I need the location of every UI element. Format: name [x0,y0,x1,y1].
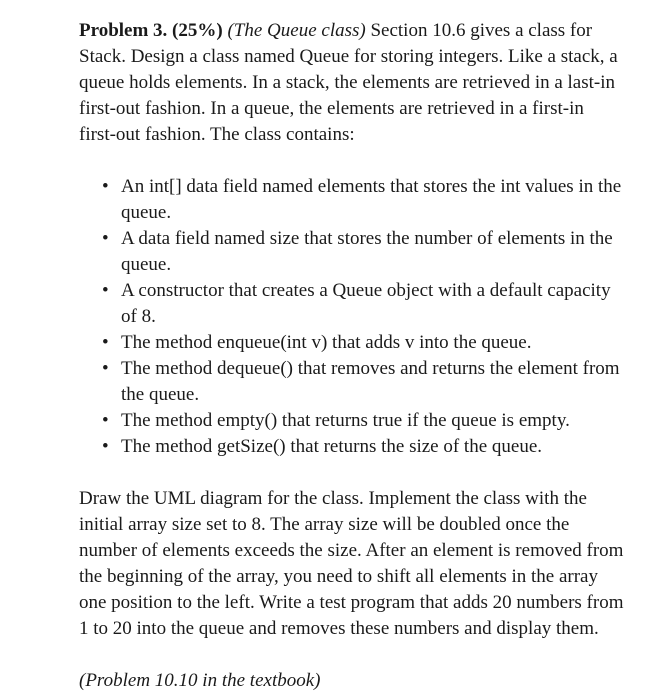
bullet-icon: • [102,176,109,197]
requirements-list [79,174,624,460]
requirement-item: • The method getSize() that returns the size of the queue. [79,434,624,460]
problem-intro-text: Section 10.6 gives a class for Stack. Design a class named Queue for storing integers. Like a stack, a queue holds elements. In a stack, the elements are retrieved in a last-in first-out fashion. In a queue, the elements are retrieved in a first-in first-out fashion. The class contains: [79,20,618,145]
bullet-icon: • [102,228,109,249]
problem-heading: Problem 3. (25%) [79,20,223,41]
requirement-item: • The method enqueue(int v) that adds v into the queue. [79,330,624,356]
bullet-icon: • [102,280,109,301]
bullet-icon: • [102,332,109,353]
problem-subtitle: (The Queue class) [227,20,366,41]
requirement-item: • The method empty() that returns true if the queue is empty. [79,408,624,434]
requirement-item: • The method dequeue() that removes and returns the element from the queue. [102,358,620,405]
problem-intro [79,18,624,148]
requirement-item: • A constructor that creates a Queue object with a default capacity of 8. [102,280,611,327]
bullet-icon: • [102,358,109,379]
bullet-icon: • [102,436,109,457]
requirement-item: • A data field named size that stores the number of elements in the queue. [102,228,613,275]
task-paragraph: Draw the UML diagram for the class. Implement the class with the initial array size set to 8. The array size will be doubled once the number of elements exceeds the size. After an element is removed from the beginning of the array, you need to shift all elements in the array one position to the left. Write a test program that adds 20 numbers from 1 to 20 into the queue and removes these numbers and display them. [79,488,624,639]
problem-document [79,18,624,694]
requirement-item: • An int[] data field named elements that stores the int values in the queue. [102,176,622,223]
textbook-reference: (Problem 10.10 in the textbook) [79,670,321,691]
bullet-icon: • [102,410,109,431]
